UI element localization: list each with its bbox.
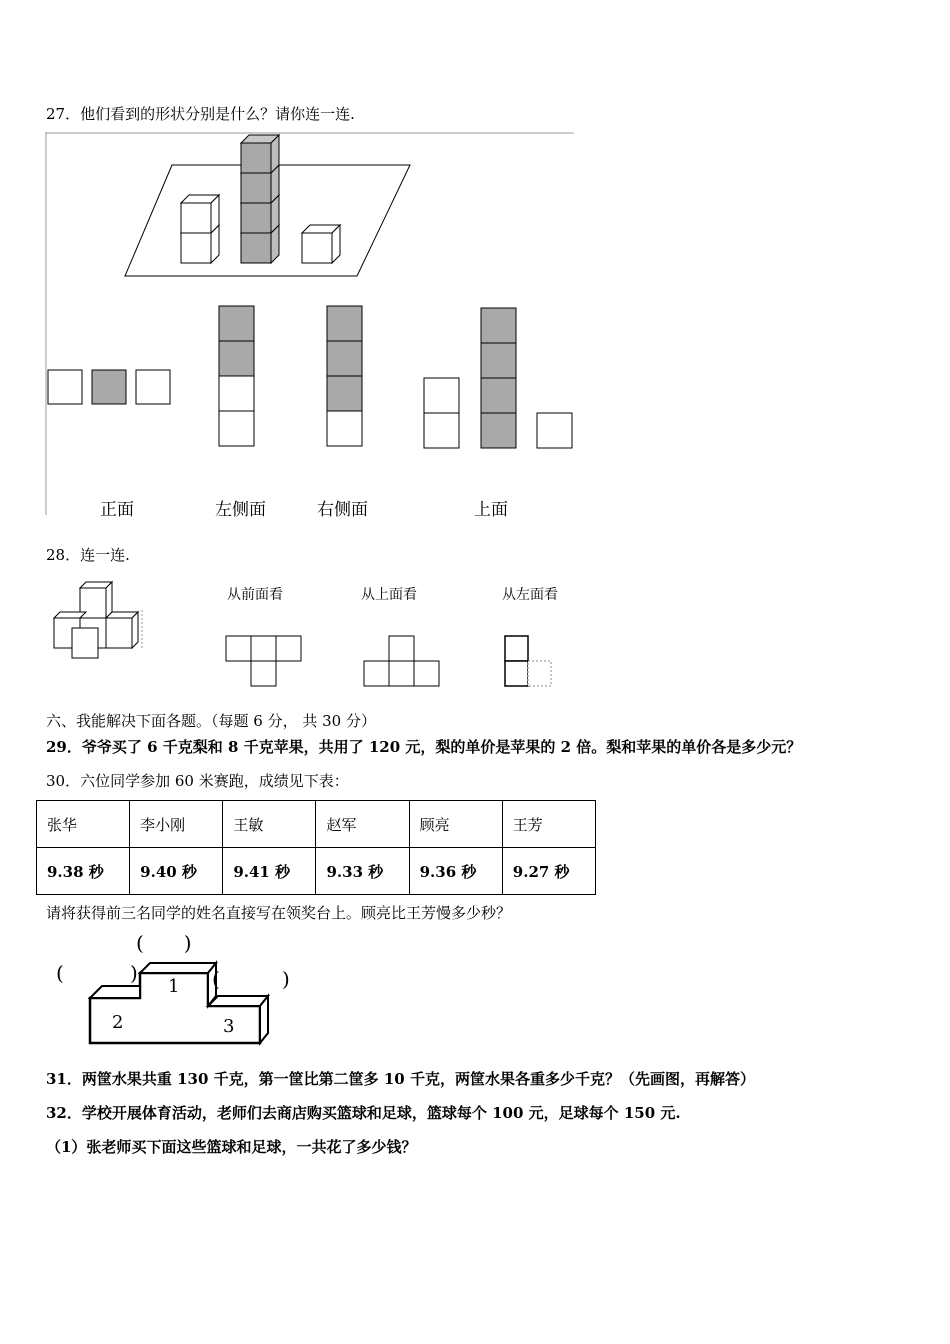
q27-figure [44,130,584,520]
q30-text: 30．六位同学参加 60 米赛跑，成绩见下表： [46,772,349,790]
q28-view-front [224,634,304,694]
time-cell: 9.38 秒 [37,848,130,895]
q27-label-front: 正面 [100,500,134,520]
q27-label-left: 左侧面 [215,500,266,520]
podium-blank-second-close: ) [130,961,138,985]
time-cell: 9.36 秒 [409,848,502,895]
q27-text: 27．他们看到的形状分别是什么？请你连一连. [46,105,355,123]
time-cell: 9.41 秒 [223,848,316,895]
time-cell: 9.33 秒 [316,848,409,895]
name-cell: 张华 [37,801,130,848]
name-cell: 顾亮 [409,801,502,848]
q29-text: 29．爷爷买了 6 千克梨和 8 千克苹果，共用了 120 元，梨的单价是苹果的 2 倍。梨和苹果的单价各是多少元？ [46,738,802,756]
q31-text: 31．两筐水果共重 130 千克，第一筐比第二筐多 10 千克，两筐水果各重多少千克？（先画图，再解答） [46,1070,755,1088]
q30-results-table [36,800,596,895]
q27-label-right: 右侧面 [317,500,368,520]
q28-view-top [362,634,442,694]
podium-blank-second-open: ( [56,961,64,985]
name-cell: 李小刚 [130,801,223,848]
section-6-heading: 六、我能解决下面各题。（每题 6 分， 共 30 分） [46,712,376,730]
podium-second: 2 [112,1012,124,1033]
q32-text: 32．学校开展体育活动，老师们去商店购买篮球和足球，篮球每个 100 元，足球每个 150 元. [46,1104,681,1122]
q32-part1-text: （1）张老师买下面这些篮球和足球，一共花了多少钱？ [46,1138,417,1156]
q28-view-front-label: 从前面看 [227,587,283,603]
name-cell: 赵军 [316,801,409,848]
q28-text: 28．连一连. [46,546,130,564]
time-cell: 9.40 秒 [130,848,223,895]
q27-label-top: 上面 [474,500,508,520]
q28-view-top-label: 从上面看 [361,587,417,603]
name-cell: 王芳 [502,801,595,848]
table-row [37,801,596,848]
podium-third: 3 [223,1016,235,1037]
name-cell: 王敏 [223,801,316,848]
q30-question: 请将获得前三名同学的姓名直接写在领奖台上。顾亮比王芳慢多少秒？ [46,904,512,922]
q28-view-left [503,634,563,694]
podium-blank-first: ( ) [136,931,192,955]
q28-view-left-label: 从左面看 [502,587,558,603]
table-row [37,848,596,895]
podium-blank-third-open: ( [212,967,220,991]
podium-first: 1 [168,976,180,997]
podium-blank-third-close: ) [282,967,290,991]
q28-solid-figure [46,578,156,668]
time-cell: 9.27 秒 [502,848,595,895]
q30-podium [50,928,310,1053]
